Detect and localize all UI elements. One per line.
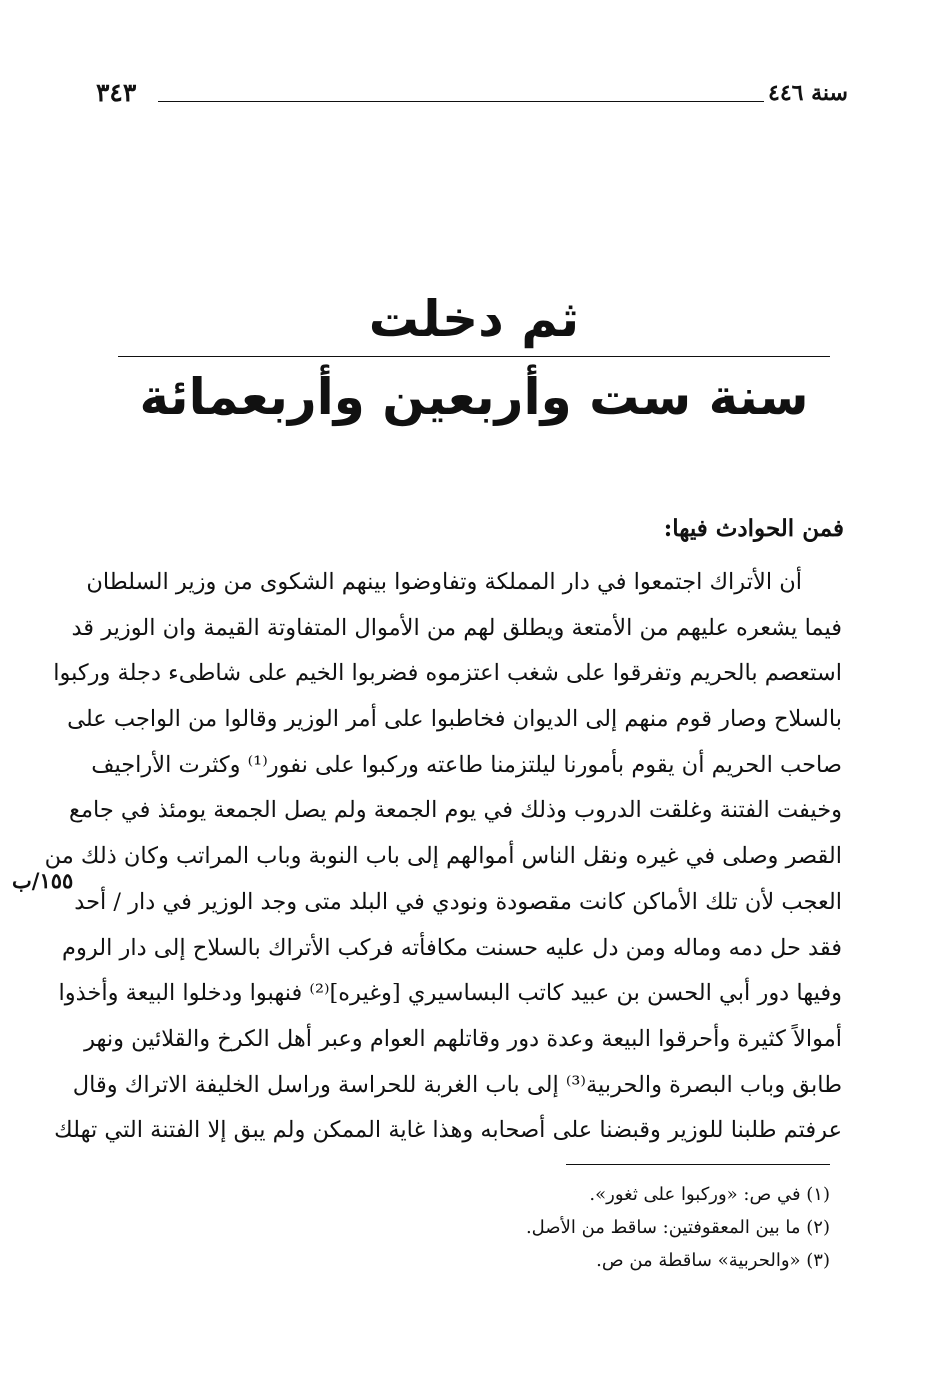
chapter-title — [118, 284, 830, 437]
footnote-2: (٢) ما بين المعقوفتين: ساقط من الأصل. — [525, 1217, 830, 1238]
body-line: طابق وباب البصرة والحربية⁽³⁾ إلى باب الغربة للحراسة وراسل الخليفة الاتراك وقال — [72, 1071, 842, 1098]
body-line: فقد حل دمه وماله ومن دل عليه حسنت مكافأته فركب الأتراك بالسلاح إلى دار الروم — [62, 934, 842, 961]
page-header — [96, 78, 848, 118]
running-head: سنة ٤٤٦ — [768, 80, 848, 106]
body-line: وخيفت الفتنة وغلقت الدروب وذلك في يوم الجمعة ولم يصل الجمعة يومئذ في جامع — [68, 797, 842, 824]
title-line-1: ثم دخلت — [368, 290, 580, 348]
body-line: استعصم بالحريم وتفرقوا على شغب اعتزموه فضربوا الخيم على شاطىء دجلة وركبوا — [53, 660, 842, 687]
body-line: القصر وصلى في غيره ونقل الناس أموالهم إلى باب النوبة وباب المراتب وكان ذلك من — [44, 843, 842, 870]
footnotes — [526, 1178, 830, 1277]
footnote-1: (١) في ص: «وركبوا على ثغور». — [589, 1184, 830, 1205]
footnote-rule — [566, 1164, 830, 1165]
body-line: أموالاً كثيرة وأحرقوا البيعة وعدة دور وقاتلهم العوام وعبر أهل الكرخ والقلائين ونهر — [84, 1025, 842, 1052]
title-line-2: سنة ست وأربعين وأربعمائة — [139, 368, 809, 426]
body-line: صاحب الحريم أن يقوم بأمورنا ليلتزمنا طاعته وركبوا على نفور⁽¹⁾ وكثرت الأراجيف — [91, 751, 842, 778]
page-number: ٣٤٣ — [96, 78, 137, 107]
body-line: أن الأتراك اجتمعوا في دار المملكة وتفاوضوا بينهم الشكوى من وزير السلطان — [86, 569, 802, 595]
manuscript-folio-note: ١٥٥/ب — [12, 868, 74, 893]
footnote-3: (٣) «والحربية» ساقطة من ص. — [596, 1250, 830, 1271]
body-line: فيما يشعره عليهم من الأمتعة ويطلق لهم من الأموال المتفاوتة القيمة وان الوزير قد — [71, 614, 842, 641]
section-heading: فمن الحوادث فيها: — [663, 515, 844, 542]
body-text — [44, 560, 842, 1154]
body-line: عرفتم طلبنا للوزير وقبضنا على أصحابه وهذا غاية الممكن ولم يبق إلا الفتنة التي تهلك — [54, 1117, 842, 1144]
body-line: وفيها دور أبي الحسن بن عبيد كاتب البساسيري [وغيره]⁽²⁾ فنهبوا ودخلوا البيعة وأخذوا — [58, 980, 842, 1007]
header-rule — [158, 101, 764, 102]
body-line: بالسلاح وصار قوم منهم إلى الديوان فخاطبوا على أمر الوزير وقالوا من الواجب على — [67, 706, 842, 733]
body-line: العجب لأن تلك الأماكن كانت مقصودة ونودي في البلد متى وجد الوزير في دار / أحد — [74, 888, 842, 915]
